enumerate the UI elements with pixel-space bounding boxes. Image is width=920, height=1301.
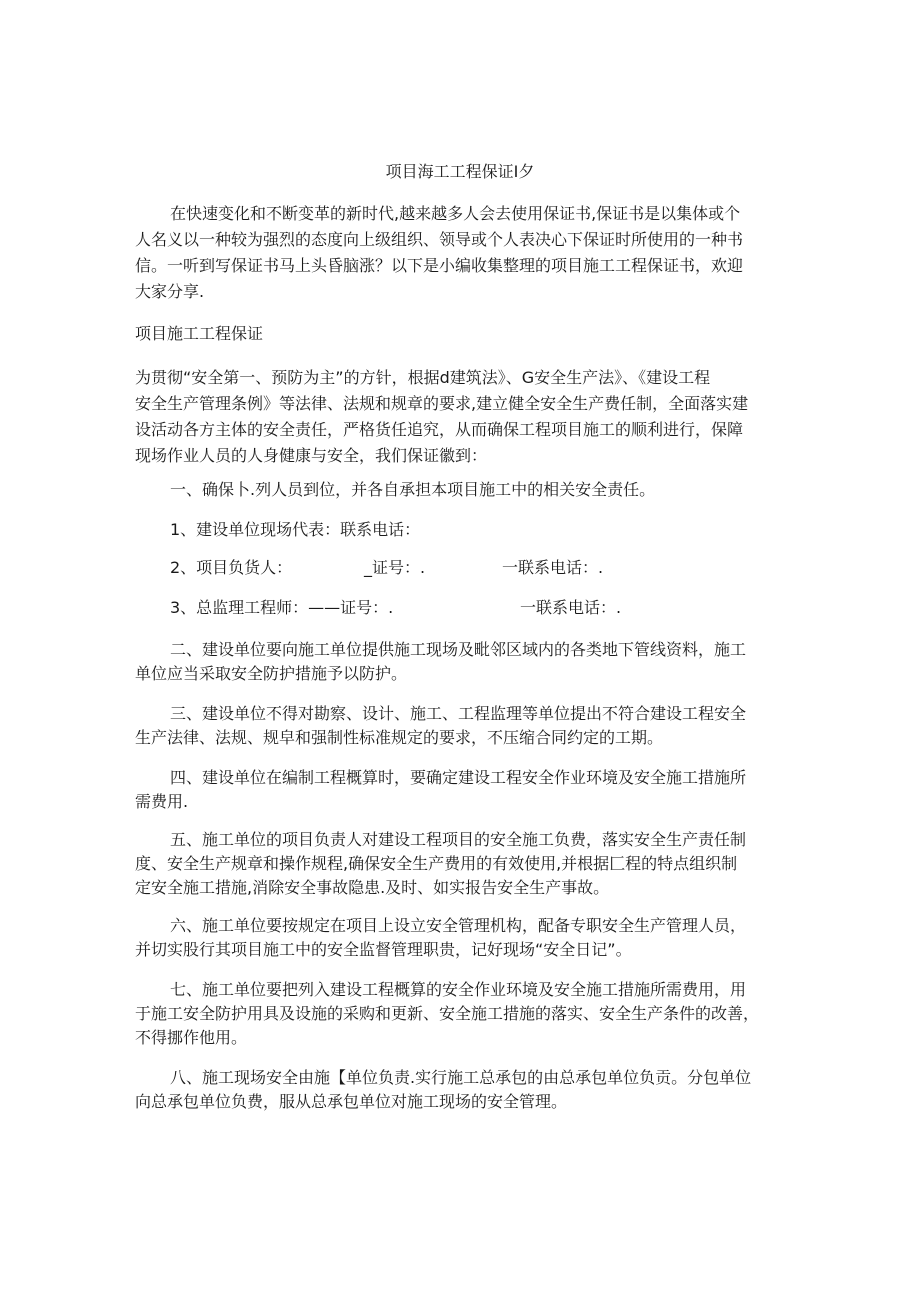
item-3-line-2: 生产法律、法规、规皁和强制性标准规定的要求，不压缩合同约定的工期。 xyxy=(135,728,664,747)
section-subtitle: 项目施工工程保证 xyxy=(135,324,264,343)
item-8-line-2: 向总承包单位负费，服从总承包单位对施工现场的安全管理。 xyxy=(135,1092,568,1111)
sub-item-3-label: 3、总监理工程师：——证号：. xyxy=(170,598,394,617)
intro-line-3: 信。一听到写保证书马上头昏脑涨？以下是小编收集整理的项目施工工程保证书，欢迎 xyxy=(135,256,744,275)
item-6-line-2: 并切实股行其项目施工中的安全监督管理职贵，记好现场“安全日记”。 xyxy=(135,940,632,959)
intro-line-1: 在快速变化和不断变革的新时代,越来越多人会去使用保证书,保证书是以集体或个 xyxy=(170,204,741,223)
intro-line-2: 人名义以一种较为强烈的态度向上级组织、领导或个人表决心下保证时所使用的一种书 xyxy=(135,230,744,249)
preamble-line-1: 为贯彻“安全第一、预防为主”的方针，根据d建筑法》、G安全生产法》、《建设工程 xyxy=(135,368,711,387)
item-6-line-1: 六、施工单位要按规定在项目上设立安全管理机构，配备专职安全生产管理人员， xyxy=(170,916,747,935)
sub-item-3-phone: 一联系电话：. xyxy=(520,598,622,617)
item-7-line-3: 不得挪作他用。 xyxy=(135,1028,248,1047)
sub-item-2-cert: _证号：. xyxy=(364,558,426,577)
sub-item-1: 1、建设单位现场代表：联系电话： xyxy=(170,520,421,539)
intro-line-4: 大家分享. xyxy=(135,282,205,301)
item-4-line-1: 四、建设单位在编制工程概算时，要确定建设工程安全作业环境及安全施工措施所 xyxy=(170,768,747,787)
sub-item-2-phone: 一联系电话：. xyxy=(502,558,604,577)
preamble-line-2: 安全生产管理条例》等法律、法规和规章的要求,建立健全安全生产费任制，全面落实建 xyxy=(135,394,749,413)
item-3-line-1: 三、建设单位不得对勘察、设计、施工、工程监理等单位提出不符合建设工程安全 xyxy=(170,704,747,723)
preamble-line-3: 设活动各方主体的安全责任，严格货任追究，从而确保工程项目施工的顺利进行，保障 xyxy=(135,420,744,439)
item-8-line-1: 八、施工现场安全由施【单位负责.实行施工总承包的由总承包单位负贡。分包单位 xyxy=(170,1068,752,1087)
item-5-line-1: 五、施工单位的项目负责人对建设工程项目的安全施工负费，落实安全生产责任制 xyxy=(170,830,747,849)
sub-item-2-label: 2、项目负货人： xyxy=(170,558,293,577)
item-5-line-2: 度、安全生产规章和操作规程,确保安全生产费用的有效使用,并根据匚程的特点组织制 xyxy=(135,854,738,873)
item-7-line-2: 于施工安全防护用具及设施的采购和更新、安全施工措施的落实、安全生产条件的改善， xyxy=(135,1004,760,1023)
item-7-line-1: 七、施工单位要把列入建设工程概算的安全作业环境及安全施工措施所需费用，用 xyxy=(170,980,747,999)
item-5-line-3: 定安全施工措施,消除安全事故隐患.及时、如实报告安全生产事故。 xyxy=(135,878,610,897)
item-2-line-2: 单位应当采取安全防护措施予以防护。 xyxy=(135,664,408,683)
item-2-line-1: 二、建设单位要向施工单位提供施工现场及毗邻区域内的各类地下管线资料，施工 xyxy=(170,640,747,659)
document-title: 项目海工工程保证Ⅰ夕 xyxy=(385,162,535,181)
preamble-line-4: 现场作业人员的人身健康与安全，我们保证徽到： xyxy=(135,446,488,465)
item-1: 一、确保卜.列人员到位，并各自承担本项目施工中的相关安全责任。 xyxy=(170,480,656,499)
item-4-line-2: 需费用. xyxy=(135,792,189,811)
